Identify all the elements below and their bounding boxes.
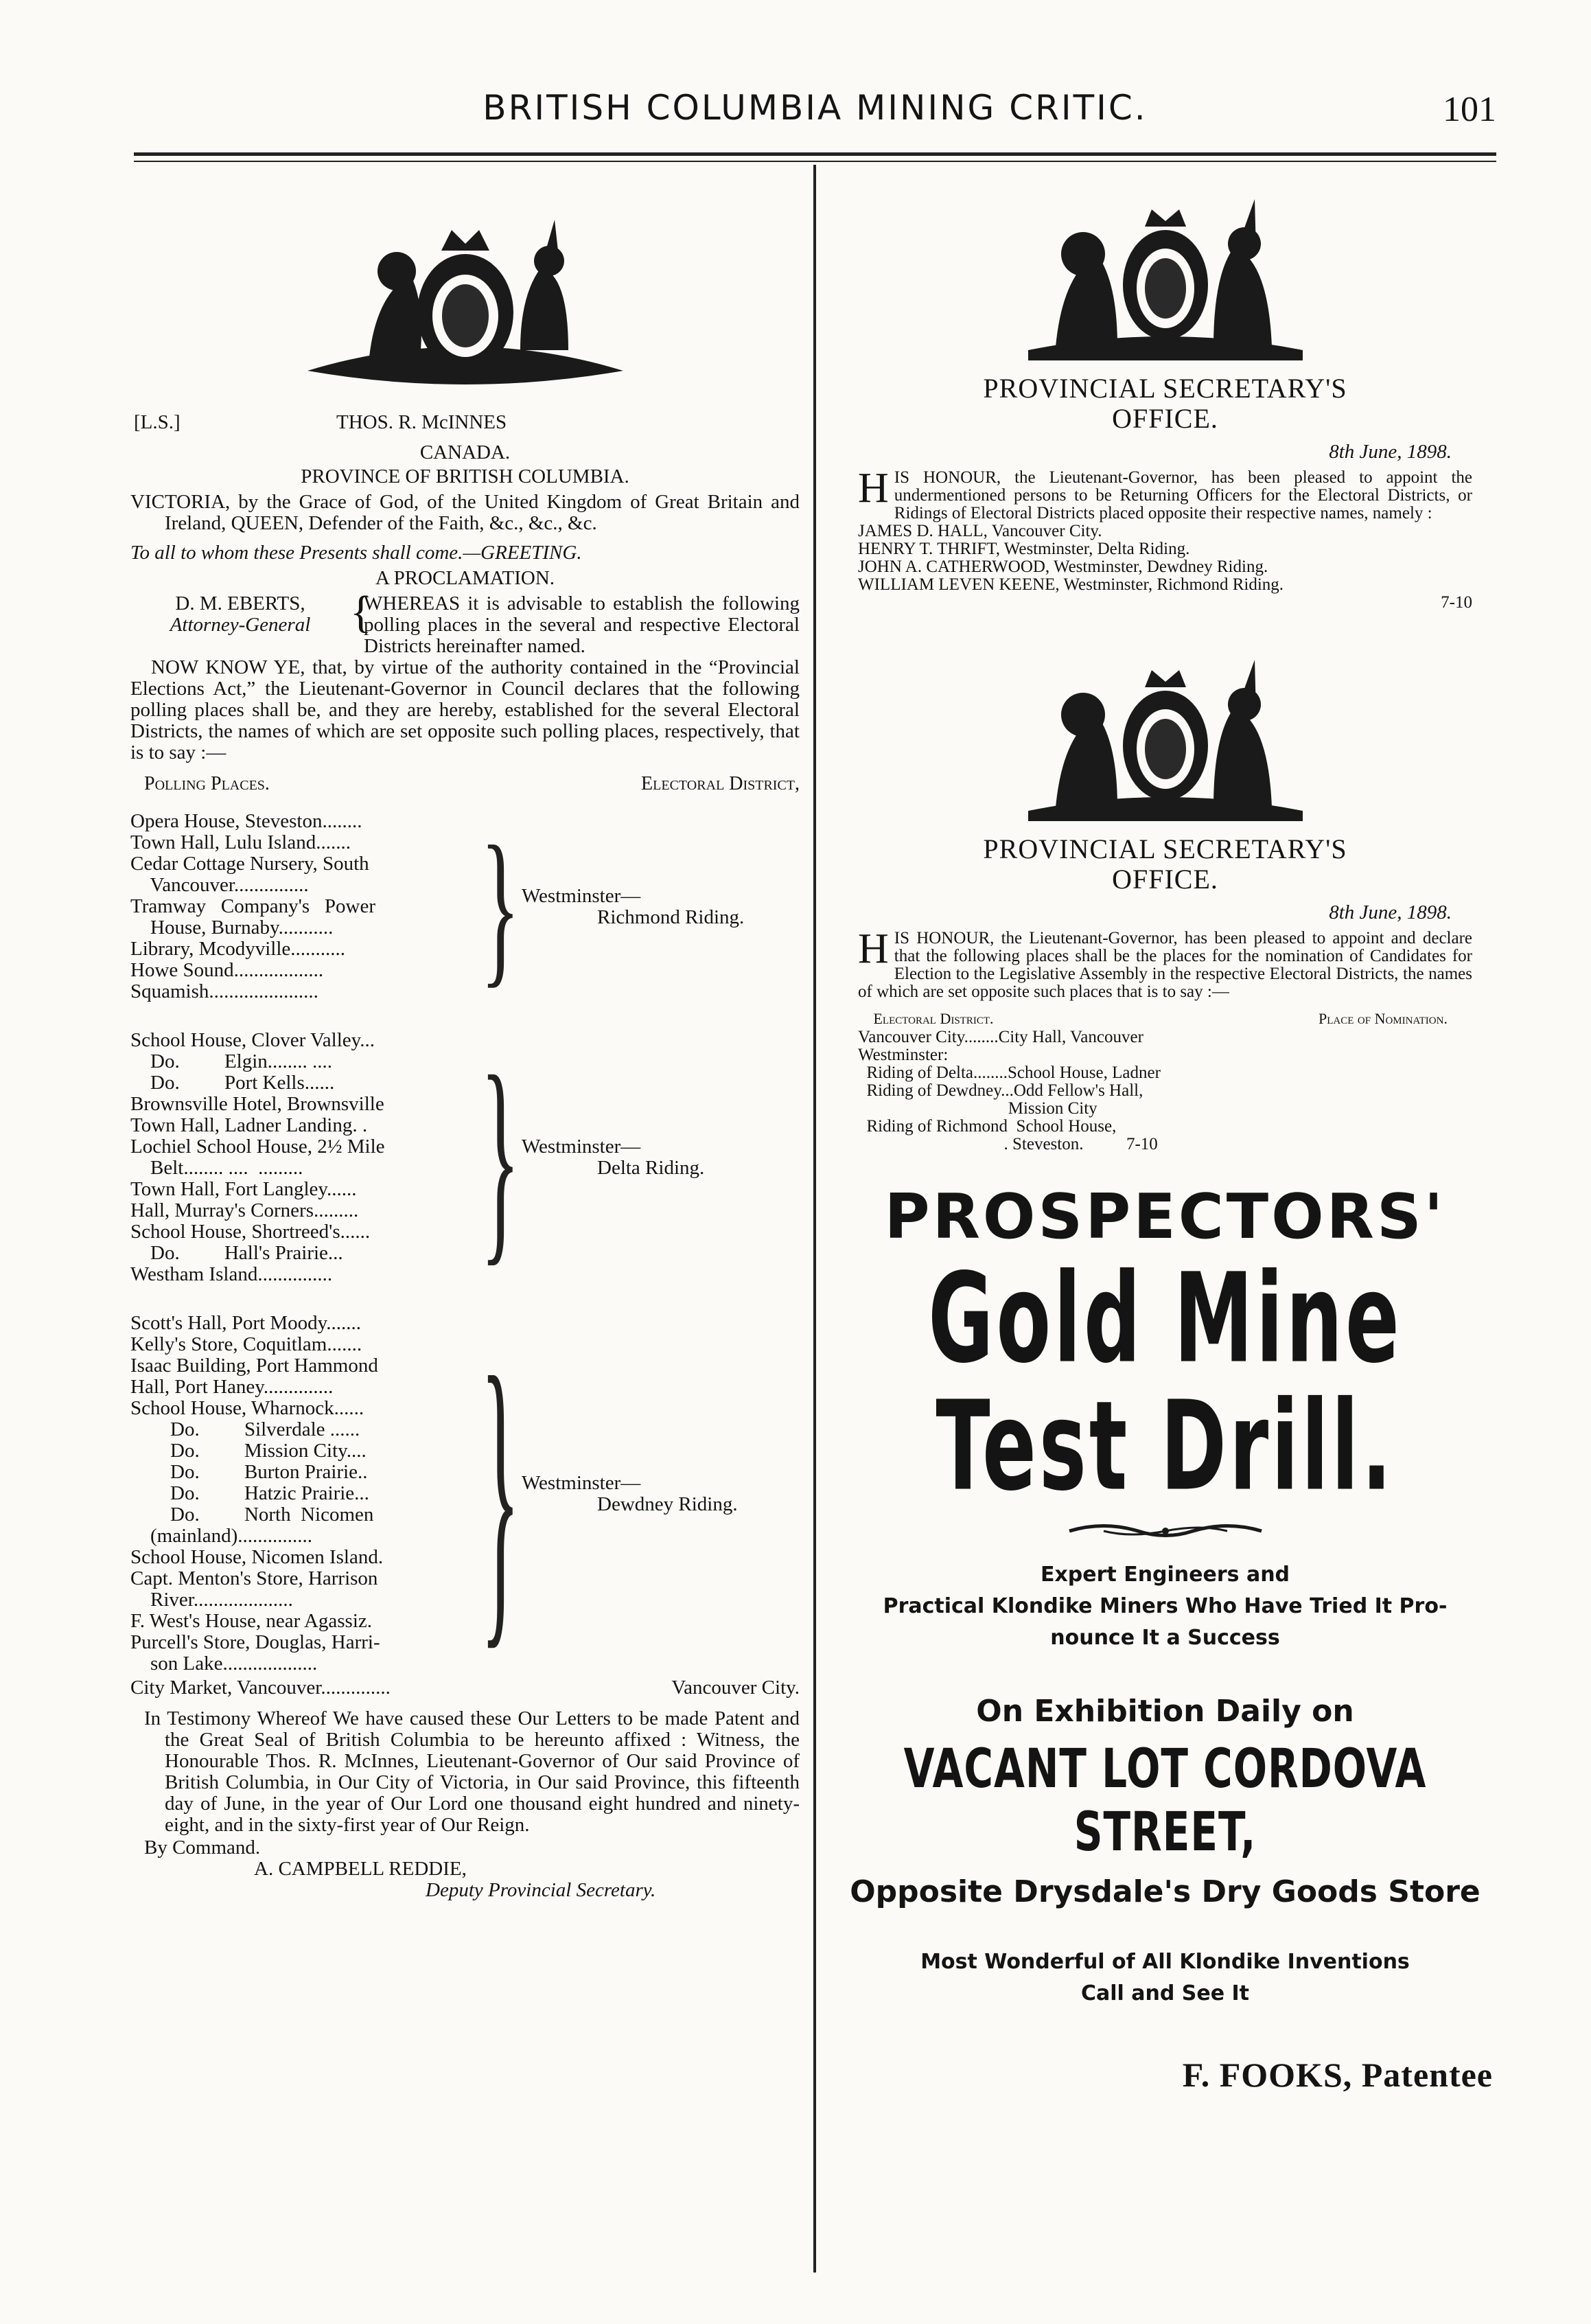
electoral-district bbox=[508, 1136, 800, 1179]
polling-place: Town Hall, Lulu Island....... bbox=[130, 832, 351, 853]
ad-headline: PROSPECTORS' bbox=[884, 1181, 1446, 1253]
polling-place: Squamish...................... bbox=[130, 981, 318, 1002]
proclamation-title: A PROCLAMATION. bbox=[375, 567, 555, 589]
polling-place: Brownsville Hotel, Brownsville bbox=[130, 1094, 384, 1115]
city-market-row bbox=[130, 1677, 800, 1699]
delta-riding-group bbox=[130, 1030, 800, 1285]
polling-place: Tramway Company's Power bbox=[130, 896, 375, 917]
polling-place: Isaac Building, Port Hammond bbox=[130, 1355, 378, 1377]
ad-tagline bbox=[831, 1946, 1500, 2010]
header-rule-thin bbox=[134, 161, 1496, 162]
page-number: 101 bbox=[1443, 90, 1496, 129]
riding-name: Richmond Riding. bbox=[597, 906, 745, 928]
polling-place: School House, Clover Valley... bbox=[130, 1030, 375, 1051]
royal-coat-of-arms-image bbox=[1014, 192, 1316, 364]
polling-place: Westham Island............... bbox=[130, 1264, 333, 1285]
canada-line: CANADA. bbox=[419, 441, 511, 463]
polling-place: Cedar Cottage Nursery, South bbox=[130, 853, 369, 875]
proclamation-column bbox=[130, 192, 800, 1901]
ad-text-line: nounce It a Success bbox=[1050, 1626, 1280, 1650]
polling-place: Hall, Murray's Corners......... bbox=[130, 1200, 359, 1221]
royal-coat-of-arms-image bbox=[1014, 653, 1316, 825]
secretary-name: A. CAMPBELL REDDIE, bbox=[254, 1858, 467, 1880]
whereas-block bbox=[130, 587, 800, 657]
victoria-paragraph: VICTORIA, by the Grace of God, of the United Kingdom of Great Britain and Ireland, QUEEN, Defender of the Faith, &c., &c., &c. bbox=[130, 491, 800, 534]
electoral-district bbox=[508, 886, 800, 928]
ad-landmark: Opposite Drysdale's Dry Goods Store bbox=[850, 1874, 1480, 1909]
ad-location: VACANT LOT CORDOVA STREET, bbox=[903, 1737, 1427, 1863]
polling-place: School House, Nicomen Island. bbox=[130, 1547, 384, 1568]
now-know-paragraph: NOW KNOW YE, that, by virtue of the authority contained in the “Provincial Elections Act,” the Lieutenant-Governor in Council declares that the following polling places shall be, and they are hereby, established for the several Electoral Districts, the names of which are set opposite such polling places, respectively, that is to say :— bbox=[130, 656, 800, 763]
nomination-places-notice bbox=[858, 925, 1472, 1001]
royal-coat-of-arms-image bbox=[294, 192, 637, 398]
electoral-district-heading: Electoral District, bbox=[641, 773, 800, 794]
notice-title-line: PROVINCIAL SECRETARY'S bbox=[983, 833, 1347, 864]
polling-place: Opera House, Steveston........ bbox=[130, 811, 362, 832]
table-row: Riding of Dewdney...Odd Fellow's Hall, bbox=[858, 1081, 1143, 1100]
whereas-text: WHEREAS it is advisable to establish the following polling places in the several and respective Electoral Districts hereinafter named. bbox=[364, 592, 800, 657]
nomination-table bbox=[858, 1028, 1472, 1153]
ad-text-line: Call and See It bbox=[1080, 1981, 1250, 2005]
polling-places-heading: Polling Places. bbox=[144, 773, 270, 794]
electoral-district bbox=[508, 1473, 800, 1515]
table-row: . Steveston. 7-10 bbox=[858, 1135, 1158, 1153]
electoral-district-heading: Electoral District. bbox=[873, 1010, 994, 1027]
appointee: JOHN A. CATHERWOOD, Westminster, Dewdney Riding. bbox=[858, 557, 1268, 576]
brace-mark: } bbox=[480, 809, 520, 1002]
riding-name: Delta Riding. bbox=[597, 1157, 705, 1179]
by-command-line: By Command. bbox=[144, 1837, 261, 1859]
polling-place: City Market, Vancouver.............. bbox=[130, 1677, 391, 1699]
polling-place: Do. Mission City.... bbox=[130, 1440, 367, 1462]
polling-place: Library, Mcodyville........... bbox=[130, 939, 346, 960]
polling-place: F. West's House, near Agassiz. bbox=[130, 1611, 373, 1632]
polling-place: Do. Burton Prairie.. bbox=[130, 1462, 368, 1483]
polling-place: Hall, Port Haney.............. bbox=[130, 1377, 334, 1398]
dewdney-riding-group bbox=[130, 1309, 800, 1675]
appointee: JAMES D. HALL, Vancouver City. bbox=[858, 522, 1102, 540]
polling-place-list bbox=[130, 811, 480, 1002]
polling-place: (mainland)............... bbox=[130, 1526, 312, 1547]
riding-name: Dewdney Riding. bbox=[597, 1493, 738, 1515]
ad-product-name: Gold Mine Test Drill. bbox=[928, 1247, 1402, 1519]
brace-mark: } bbox=[480, 1309, 520, 1675]
testimony-paragraph: In Testimony Whereof We have caused these Our Letters to be made Patent and the Great Seal of British Columbia to be hereunto affixed : Witness, the Honourable Thos. R. McInnes, Lieutenant-Governor of Our said Province of British Columbia, in Our City of Victoria, in Our said Province, this fifteenth day of June, in the year of Our Lord one thousand eight hundred and ninety-eight, and in the sixty-first year of Our Reign. bbox=[144, 1707, 800, 1836]
notice-date: 8th June, 1898. bbox=[1329, 901, 1452, 923]
attorney-general-signature bbox=[130, 593, 350, 657]
polling-place: son Lake................... bbox=[130, 1653, 318, 1675]
page-header bbox=[134, 88, 1496, 136]
column-headings bbox=[144, 773, 800, 794]
seal-and-signer bbox=[130, 412, 800, 439]
ad-patentee: F. FOOKS, Patentee bbox=[1182, 2056, 1493, 2094]
table-row: Vancouver City........City Hall, Vancouver bbox=[858, 1028, 1143, 1046]
attorney-name: D. M. EBERTS, bbox=[175, 592, 305, 614]
table-row: Riding of Richmond School House, bbox=[858, 1117, 1117, 1136]
nomination-table-header bbox=[872, 1011, 1459, 1027]
ad-text-line: Most Wonderful of All Klondike Inventions bbox=[920, 1950, 1410, 1974]
polling-place: Lochiel School House, 2½ Mile bbox=[130, 1136, 385, 1158]
polling-place: Do. North Nicomen bbox=[130, 1504, 374, 1526]
polling-place: Kelly's Store, Coquitlam....... bbox=[130, 1334, 362, 1355]
polling-place: Howe Sound.................. bbox=[130, 960, 324, 981]
polling-place: Capt. Menton's Store, Harrison bbox=[130, 1568, 378, 1589]
ad-exhibition: On Exhibition Daily on bbox=[976, 1694, 1354, 1729]
polling-place: Purcell's Store, Douglas, Harri- bbox=[130, 1632, 380, 1653]
table-row: Westminster: bbox=[858, 1046, 949, 1064]
appointee: HENRY T. THRIFT, Westminster, Delta Riding. bbox=[858, 540, 1190, 558]
notice-text: IS HONOUR, the Lieutenant-Governor, has been pleased to appoint the undermentioned persons to be Returning Officers for the Electoral Districts, or Ridings of Electoral Districts placed opposite their respective names, namely : bbox=[894, 468, 1472, 522]
polling-place: Town Hall, Ladner Landing. . bbox=[130, 1115, 368, 1136]
notice-text: IS HONOUR, the Lieutenant-Governor, has been pleased to appoint and declare that the following places shall be the places for the nomination of Candidates for Election to the Legislative Assembly in the respective Electoral Districts, the names of which are set opposite such places that is to say :— bbox=[858, 929, 1472, 1001]
polling-place: Belt........ .... ......... bbox=[130, 1158, 303, 1179]
appointee: WILLIAM LEVEN KEENE, Westminster, Richmond Riding. bbox=[858, 575, 1284, 594]
gold-mine-drill-advertisement bbox=[831, 1181, 1500, 2095]
polling-place: Do. Port Kells...... bbox=[130, 1072, 335, 1094]
polling-place: Scott's Hall, Port Moody....... bbox=[130, 1313, 362, 1334]
polling-place: School House, Wharnock...... bbox=[130, 1398, 364, 1419]
notice-title bbox=[831, 373, 1500, 434]
polling-place: Do. Hall's Prairie... bbox=[130, 1243, 343, 1264]
polling-place: House, Burnaby........... bbox=[130, 917, 334, 939]
district-name: Westminster— bbox=[522, 1136, 641, 1158]
ornamental-divider-image bbox=[1062, 1521, 1268, 1541]
district-name: Vancouver City. bbox=[671, 1677, 800, 1699]
polling-place: Do. Elgin........ .... bbox=[130, 1051, 333, 1072]
place-of-nomination-heading: Place of Nomination. bbox=[1319, 1010, 1448, 1027]
polling-place-list bbox=[130, 1313, 480, 1675]
district-name: Westminster— bbox=[522, 884, 641, 907]
table-row: Riding of Delta........School House, Ladner bbox=[858, 1063, 1161, 1082]
attorney-title: Attorney-General bbox=[170, 614, 311, 636]
richmond-riding-group bbox=[130, 811, 800, 1002]
notice-title-line: OFFICE. bbox=[1112, 403, 1218, 434]
drop-cap: H bbox=[858, 465, 889, 511]
district-name: Westminster— bbox=[522, 1471, 641, 1494]
notice-date: 8th June, 1898. bbox=[1329, 441, 1452, 463]
polling-place: Vancouver............... bbox=[130, 875, 309, 896]
polling-place: Do. Hatzic Prairie... bbox=[130, 1483, 369, 1504]
table-row: Mission City bbox=[858, 1099, 1098, 1118]
ad-text-line: Expert Engineers and bbox=[1040, 1563, 1290, 1587]
notice-title bbox=[831, 834, 1500, 895]
header-rule-thick bbox=[134, 152, 1496, 156]
notice-title-line: OFFICE. bbox=[1112, 864, 1218, 895]
notice-reference: 7-10 bbox=[1441, 593, 1472, 612]
drop-cap: H bbox=[858, 925, 889, 972]
notices-column bbox=[831, 192, 1500, 2095]
polling-place: Town Hall, Fort Langley...... bbox=[130, 1179, 357, 1200]
polling-place: Do. Silverdale ...... bbox=[130, 1419, 360, 1440]
brace-mark: { bbox=[350, 587, 372, 637]
polling-place-list bbox=[130, 1030, 480, 1285]
province-line: PROVINCE OF BRITISH COLUMBIA. bbox=[301, 465, 629, 487]
ad-endorsement bbox=[831, 1559, 1500, 1654]
column-divider bbox=[813, 165, 816, 2273]
returning-officers-notice bbox=[858, 465, 1472, 612]
notice-title-line: PROVINCIAL SECRETARY'S bbox=[983, 373, 1347, 404]
ad-text-line: Practical Klondike Miners Who Have Tried It Pro- bbox=[883, 1594, 1448, 1618]
brace-mark: } bbox=[480, 1028, 520, 1285]
polling-place: River.................... bbox=[130, 1589, 293, 1611]
seal-mark: [L.S.] bbox=[134, 411, 181, 433]
publication-title: BRITISH COLUMBIA MINING CRITIC. bbox=[483, 88, 1148, 128]
polling-place: School House, Shortreed's...... bbox=[130, 1221, 371, 1243]
secretary-title: Deputy Provincial Secretary. bbox=[426, 1879, 656, 1901]
signer-name: THOS. R. McINNES bbox=[336, 411, 507, 433]
greeting-line: To all to whom these Presents shall come.—GREETING. bbox=[130, 542, 582, 564]
